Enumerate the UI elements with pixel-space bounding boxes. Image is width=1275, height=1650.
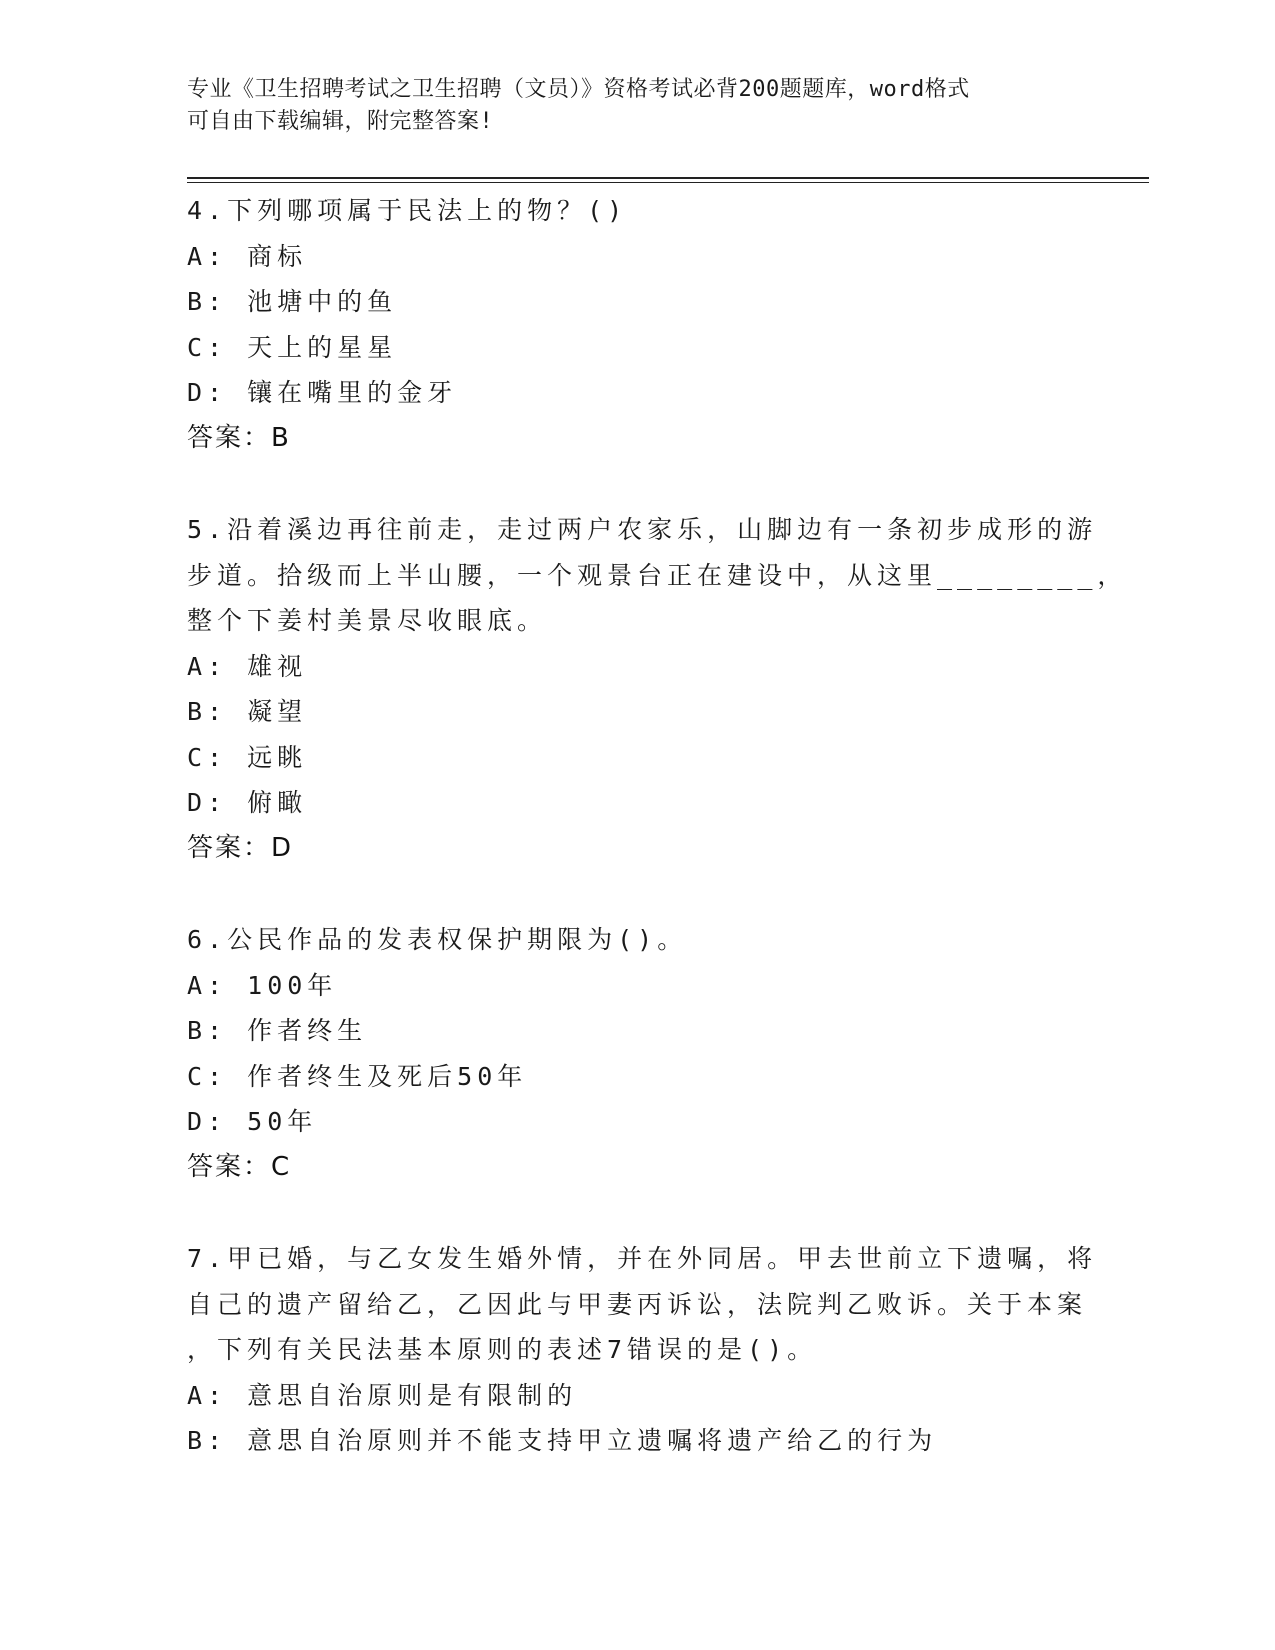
question-stem: 5.沿着溪边再往前走，走过两户农家乐，山脚边有一条初步成形的游 <box>187 515 1098 544</box>
option-c: C: 远眺 <box>187 742 308 772</box>
option-b: B: 凝望 <box>187 697 308 726</box>
option-a: A: 商标 <box>187 241 308 271</box>
question-stem: 整个下姜村美景尽收眼底。 <box>187 606 548 635</box>
option-b: B: 作者终生 <box>187 1016 368 1045</box>
option-b: B: 池塘中的鱼 <box>187 287 398 316</box>
option-c: C: 作者终生及死后50年 <box>187 1061 528 1091</box>
option-d: D: 镶在嘴里的金牙 <box>187 378 458 407</box>
header-line: 专业《卫生招聘考试之卫生招聘（文员）》资格考试必背200题题库，word格式 <box>187 77 970 102</box>
question-stem: 自己的遗产留给乙，乙因此与甲妻丙诉讼，法院判乙败诉。关于本案 <box>187 1289 1088 1319</box>
option-a: A: 100年 <box>187 970 338 1000</box>
option-d: D: 50年 <box>187 1107 318 1136</box>
option-c: C: 天上的星星 <box>187 332 398 362</box>
header-divider-thin <box>187 182 1149 183</box>
option-d: D: 俯瞰 <box>187 788 308 817</box>
header-divider-thick <box>187 177 1149 179</box>
question-5 <box>187 507 1128 871</box>
option-a: A: 雄视 <box>187 651 308 681</box>
question-stem: 6.公民作品的发表权保护期限为()。 <box>187 925 688 954</box>
question-7 <box>187 1236 1098 1464</box>
question-stem: 4.下列哪项属于民法上的物？() <box>187 196 628 225</box>
question-4 <box>187 188 1087 461</box>
header-line: 可自由下载编辑，附完整答案! <box>187 109 494 134</box>
answer-line: 答案：B <box>187 422 291 453</box>
question-stem: 步道。拾级而上半山腰，一个观景台正在建设中，从这里________， <box>187 560 1128 590</box>
question-6 <box>187 917 1087 1190</box>
option-a: A: 意思自治原则是有限制的 <box>187 1380 578 1410</box>
option-b: B: 意思自治原则并不能支持甲立遗嘱将遗产给乙的行为 <box>187 1426 938 1455</box>
answer-line: 答案：C <box>187 1151 292 1182</box>
question-stem: 7.甲已婚，与乙女发生婚外情，并在外同居。甲去世前立下遗嘱，将 <box>187 1244 1098 1273</box>
question-stem: ，下列有关民法基本原则的表述7错误的是()。 <box>187 1335 818 1364</box>
question-list <box>187 188 1128 1510</box>
answer-line: 答案：D <box>187 832 294 863</box>
document-header <box>187 74 1087 138</box>
